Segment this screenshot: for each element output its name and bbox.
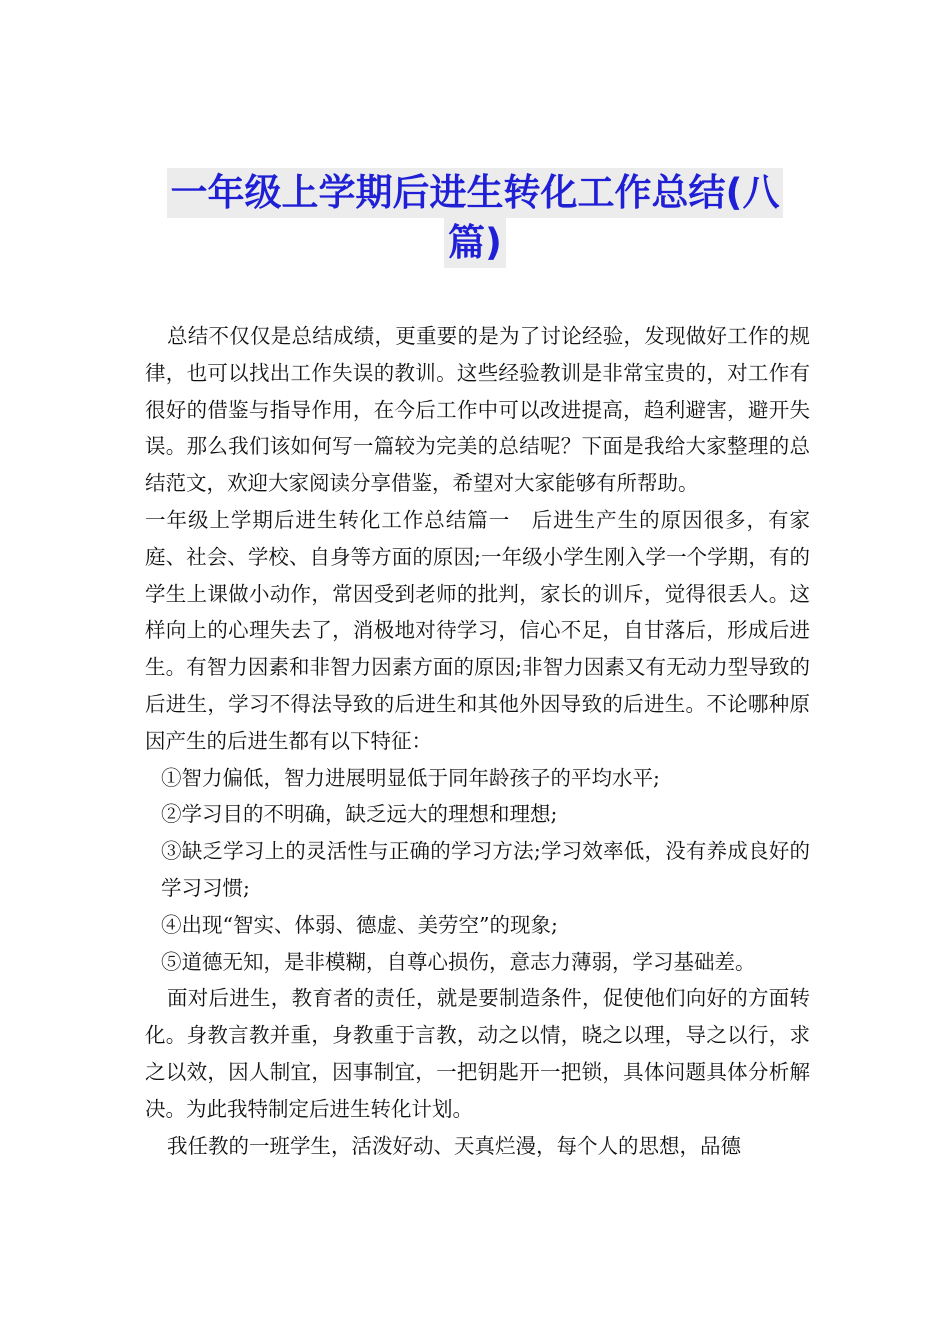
title-line-2: 篇) [444, 218, 506, 268]
list-item-2: ②学习目的不明确，缺乏远大的理想和理想; [161, 802, 558, 827]
class-paragraph: 我任教的一班学生，活泼好动、天真烂漫，每个人的思想，品德 [167, 1133, 741, 1158]
document-title [150, 168, 800, 268]
list-item-3: ③缺乏学习上的灵活性与正确的学习方法;学习效率低，没有养成良好的学习习惯; [161, 839, 810, 900]
strategy-paragraph: 面对后进生，教育者的责任，就是要制造条件，促使他们向好的方面转化。身教言教并重，身教重于言教，动之以情，晓之以理，导之以行，求之以效，因人制宜，因事制宜，一把钥匙开一把锁，具体问题具体分析解决。为此我特制定后进生转化计划。 [145, 986, 810, 1121]
section-one-paragraph: 一年级上学期后进生转化工作总结篇一 后进生产生的原因很多，有家庭、社会、学校、自身等方面的原因;一年级小学生刚入学一个学期，有的学生上课做小动作，常因受到老师的批判，家长的训斥，觉得很丢人。这样向上的心理失去了，消极地对待学习，信心不足，自甘落后，形成后进生。有智力因素和非智力因素方面的原因;非智力因素又有无动力型导致的后进生，学习不得法导致的后进生和其他外因导致的后进生。不论哪种原因产生的后进生都有以下特征： [145, 507, 810, 753]
list-item-4: ④出现“智实、体弱、德虚、美劳空”的现象; [161, 912, 558, 937]
list-item-5: ⑤道德无知，是非模糊，自尊心损伤，意志力薄弱，学习基础差。 [161, 949, 756, 974]
intro-paragraph: 总结不仅仅是总结成绩，更重要的是为了讨论经验，发现做好工作的规律，也可以找出工作失误的教训。这些经验教训是非常宝贵的，对工作有很好的借鉴与指导作用，在今后工作中可以改进提高，趋利避害，避开失误。那么我们该如何写一篇较为完美的总结呢？下面是我给大家整理的总结范文，欢迎大家阅读分享借鉴，希望对大家能够有所帮助。 [145, 324, 810, 496]
document-body [145, 318, 810, 1164]
list-item-1: ①智力偏低，智力进展明显低于同年龄孩子的平均水平; [161, 765, 660, 790]
title-line-1: 一年级上学期后进生转化工作总结(八 [167, 168, 784, 218]
